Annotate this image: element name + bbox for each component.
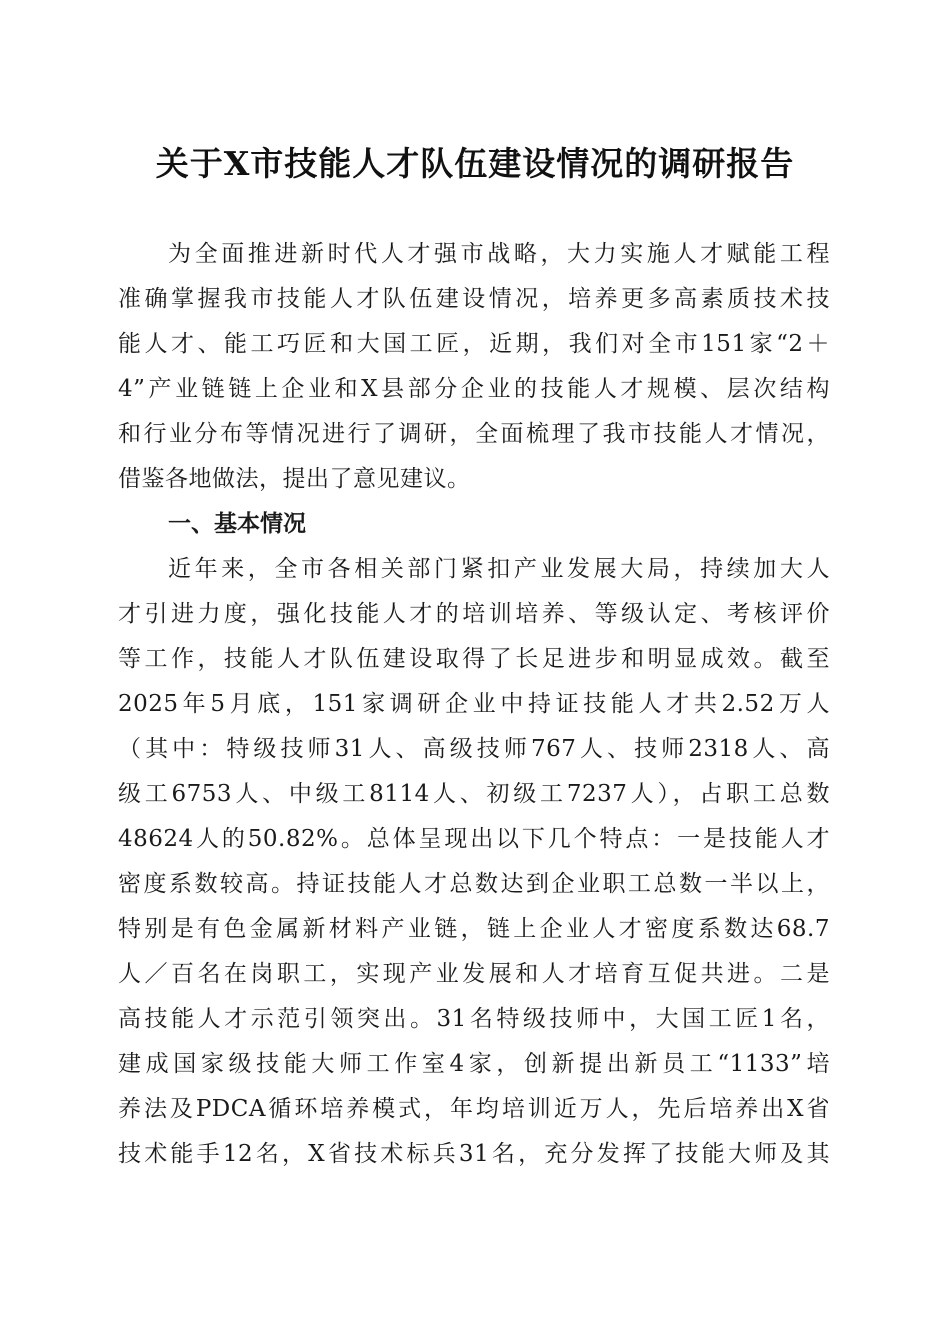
paragraph-line: 近年来，全市各相关部门紧扣产业发展大局，持续加大人 (168, 556, 830, 582)
paragraph-line: 养法及PDCA循环培养模式，年均培训近万人，先后培养出X省 (118, 1096, 830, 1122)
paragraph-line: 人／百名在岗职工，实现产业发展和人才培育互促共进。二是 (118, 961, 830, 987)
paragraph-line: 能人才、能工巧匠和大国工匠，近期，我们对全市151家“2＋ (118, 331, 830, 357)
paragraph-line: 高技能人才示范引领突出。31名特级技师中，大国工匠1名， (118, 1006, 830, 1032)
paragraph-line: 建成国家级技能大师工作室4家，创新提出新员工“1133”培 (118, 1051, 830, 1077)
paragraph-line: 级工6753人、中级工8114人、初级工7237人），占职工总数 (118, 781, 830, 807)
document-title: 关于X市技能人才队伍建设情况的调研报告 (155, 144, 795, 183)
section-heading: 一、基本情况 (168, 511, 306, 537)
paragraph-line: 48624人的50.82%。总体呈现出以下几个特点：一是技能人才 (118, 826, 830, 852)
paragraph-line: 准确掌握我市技能人才队伍建设情况，培养更多高素质技术技 (118, 286, 830, 312)
paragraph-line: 密度系数较高。持证技能人才总数达到企业职工总数一半以上， (118, 871, 830, 897)
paragraph-line: 4”产业链链上企业和X县部分企业的技能人才规模、层次结构 (118, 376, 830, 402)
paragraph-line: 2025年5月底，151家调研企业中持证技能人才共2.52万人 (118, 691, 830, 717)
paragraph-line: 技术能手12名，X省技术标兵31名，充分发挥了技能大师及其 (118, 1141, 830, 1167)
paragraph-line: 才引进力度，强化技能人才的培训培养、等级认定、考核评价 (118, 601, 830, 627)
paragraph-line: 为全面推进新时代人才强市战略，大力实施人才赋能工程 (168, 241, 830, 267)
paragraph-line: 特别是有色金属新材料产业链，链上企业人才密度系数达68.7 (118, 916, 830, 942)
paragraph-line: 等工作，技能人才队伍建设取得了长足进步和明显成效。截至 (118, 646, 830, 672)
paragraph-line: （其中：特级技师31人、高级技师767人、技师2318人、高 (118, 736, 830, 762)
paragraph-line: 和行业分布等情况进行了调研，全面梳理了我市技能人才情况， (118, 421, 830, 447)
document-body (118, 232, 830, 1177)
paragraph-line: 借鉴各地做法，提出了意见建议。 (118, 466, 471, 492)
